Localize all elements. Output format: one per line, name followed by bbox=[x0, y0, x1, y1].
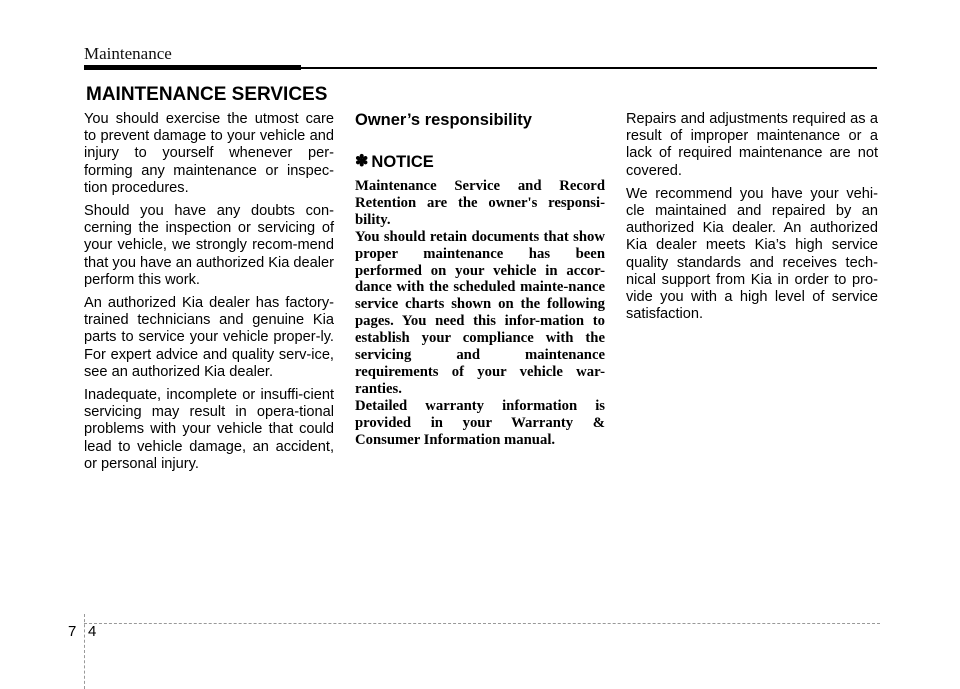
page-number: 4 bbox=[88, 623, 97, 640]
notice-body bbox=[355, 178, 605, 449]
section-label: Maintenance bbox=[84, 44, 172, 63]
notice-paragraph: Detailed warranty information is provided in your Warranty & Consumer Information manual. bbox=[355, 397, 605, 448]
header-rule-thin bbox=[301, 67, 877, 69]
paragraph: An authorized Kia dealer has factory-trained technicians and genuine Kia parts to service your vehicle proper-ly. For expert advice and quality serv-ice, see an authorized Kia dealer. bbox=[84, 295, 334, 380]
notice-paragraph: Maintenance Service and Record Retention are the owner's responsi-bility. bbox=[355, 178, 605, 228]
header-rule-thick bbox=[84, 65, 301, 70]
column-2 bbox=[355, 111, 605, 449]
column-1 bbox=[84, 111, 334, 479]
paragraph: Inadequate, incomplete or insuffi-cient servicing may result in opera-tional problems with your vehicle that could lead to vehicle damage, an accident, or personal injury. bbox=[84, 387, 334, 472]
column-3 bbox=[626, 111, 878, 329]
notice-title bbox=[355, 152, 605, 172]
paragraph: We recommend you have your vehi-cle maintained and repaired by an authorized Kia dealer. An authorized Kia dealer meets Kia’s high service quality standards and receives tech-nical support from Kia in order to pro-vide you with a high level of service satisfaction. bbox=[626, 185, 878, 323]
section-heading: MAINTENANCE SERVICES bbox=[86, 84, 328, 105]
footer-rule bbox=[84, 623, 880, 624]
chapter-number: 7 bbox=[68, 623, 77, 640]
paragraph: Should you have any doubts con-cerning the inspection or servicing of your vehicle, we strongly recom-mend that you have an authorized Kia dealer perform this work. bbox=[84, 203, 334, 288]
paragraph: Repairs and adjustments required as a result of improper maintenance or a lack of required maintenance are not covered. bbox=[626, 111, 878, 179]
notice-paragraph: You should retain documents that show proper maintenance has been performed on your vehicle in accor-dance with the scheduled mainte-nance service charts shown on the following pages. You need this infor-mation to establish your compliance with the servicing and maintenance requirements of your vehicle war-ranties. bbox=[355, 228, 605, 397]
footer-divider bbox=[84, 614, 85, 689]
notice-label: NOTICE bbox=[371, 153, 434, 171]
asterisk-icon: ✽ bbox=[355, 153, 369, 170]
paragraph: You should exercise the utmost care to prevent damage to your vehicle and injury to yourself whenever per-forming any maintenance or inspec-tion procedures. bbox=[84, 111, 334, 196]
owners-responsibility-heading: Owner’s responsibility bbox=[355, 111, 532, 129]
